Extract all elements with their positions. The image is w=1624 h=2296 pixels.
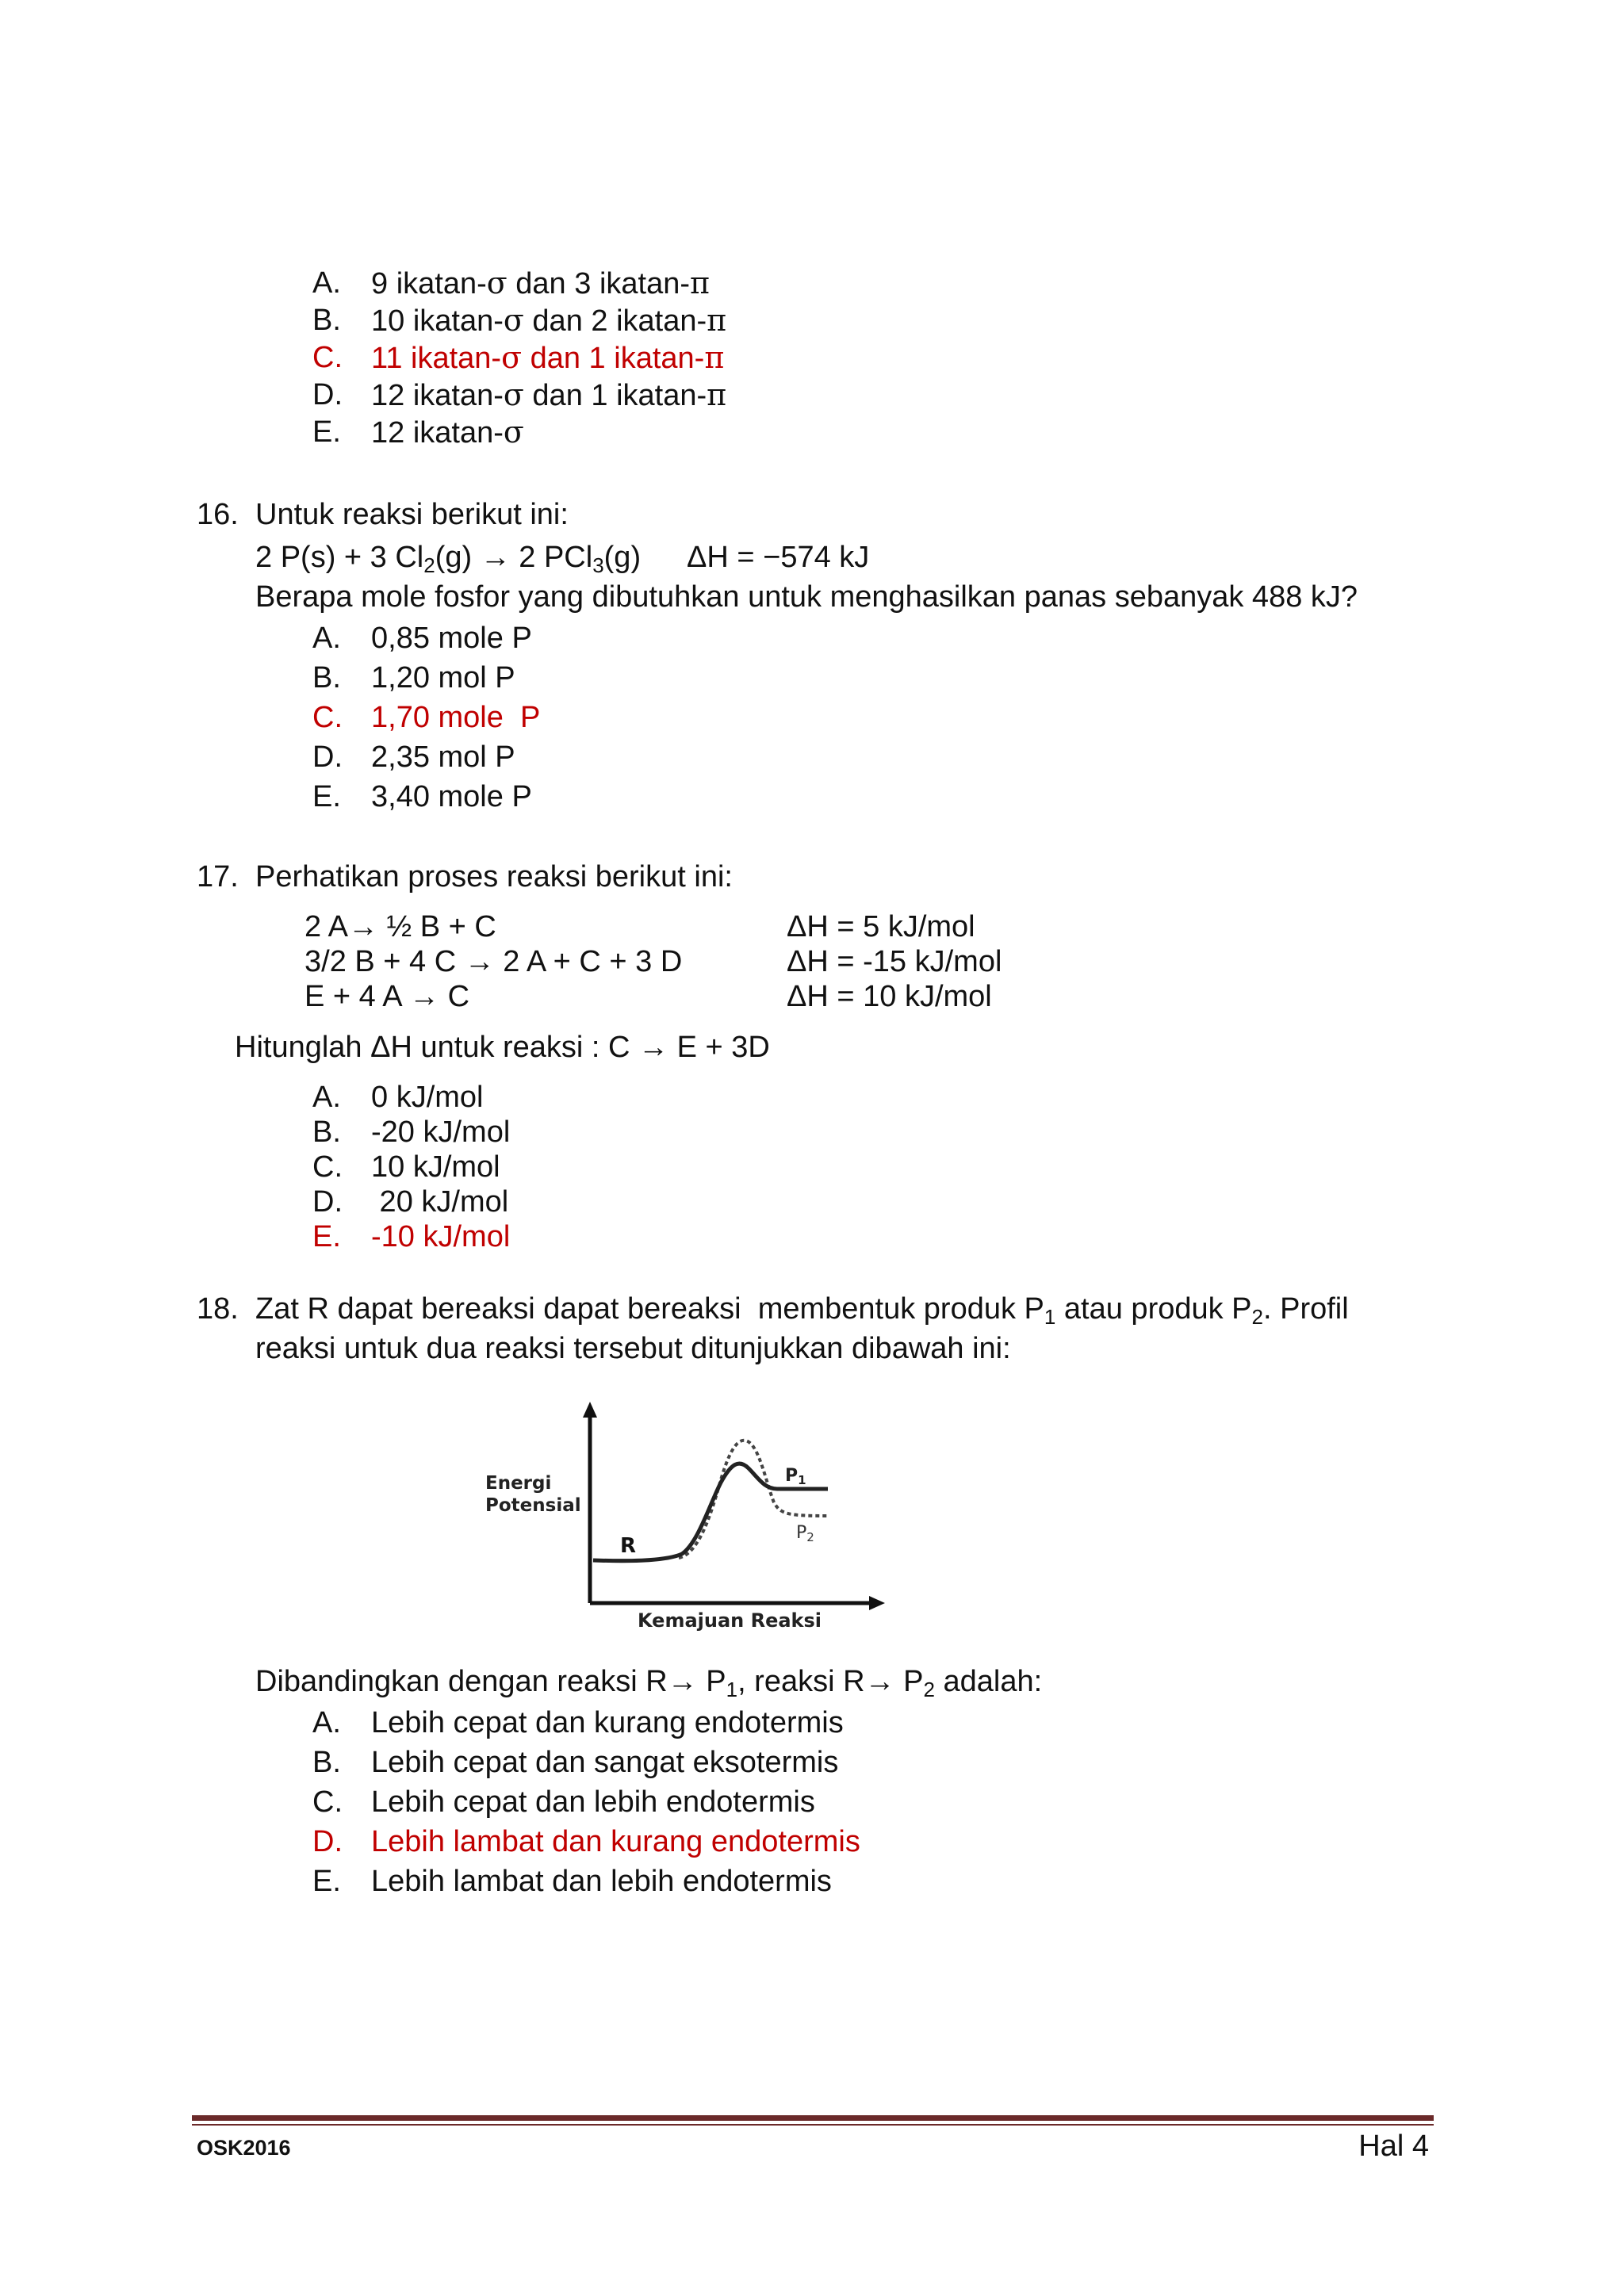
ylabel-potensial: Potensial [485, 1495, 581, 1516]
q15-option-a: A. 9 ikatan-σ dan 3 ikatan-π [312, 266, 710, 300]
q16-option-c: C. 1,70 mole P [312, 701, 541, 734]
q15-options [312, 265, 726, 451]
q16-option-b: B. 1,20 mol P [312, 661, 515, 695]
q18-option-c: C. Lebih cepat dan lebih endotermis [312, 1785, 815, 1819]
q17-reaction-1: 2 A→ ½ B + C [304, 910, 496, 943]
q16-number: 16. [197, 498, 239, 531]
ylabel-energi: Energi [485, 1473, 552, 1494]
q16-question: Berapa mole fosfor yang dibutuhkan untuk menghasilkan panas sebanyak 488 kJ? [255, 580, 1358, 614]
q16-prompt: Untuk reaksi berikut ini: [255, 498, 569, 531]
q17-reaction-3: E + 4 A → C [304, 980, 470, 1013]
q18-option-a: A. Lebih cepat dan kurang endotermis [312, 1706, 844, 1739]
q18-number: 18. [197, 1292, 239, 1326]
q17-question: Hitunglah ΔH untuk reaksi : C → E + 3D [235, 1031, 770, 1064]
q18-line1: Zat R dapat bereaksi dapat bereaksi membentuk produk $P_1$ atau produk $P_2$. Profil [255, 1292, 1349, 1329]
q17-option-d: D. 20 kJ/mol [312, 1185, 509, 1219]
q17-option-a: A. 0 kJ/mol [312, 1081, 484, 1114]
footer-page-number: Hal 4 [1358, 2130, 1429, 2163]
q15-option-d: D. 12 ikatan-σ dan 1 ikatan-π [312, 377, 727, 412]
q18-option-b: B. Lebih cepat dan sangat eksotermis [312, 1746, 839, 1779]
footer-rule [192, 2115, 1434, 2121]
q18-line2: reaksi untuk dua reaksi tersebut ditunjukkan dibawah ini: [255, 1332, 1011, 1365]
q17-options [312, 1080, 510, 1254]
energy-profile-diagram [479, 1395, 923, 1633]
q18-option-e: E. Lebih lambat dan lebih endotermis [312, 1865, 832, 1898]
q17-delta-h-3: ΔH = 10 kJ/mol [787, 980, 992, 1013]
q17-option-c: C. 10 kJ/mol [312, 1150, 500, 1184]
y-axis-arrow [583, 1402, 597, 1418]
q17-option-b: B. -20 kJ/mol [312, 1115, 511, 1149]
q16-equation: 2 P(s) + 3 $Cl_2(g) \to 2$ PCl$_3$(g) [255, 541, 642, 577]
footer-rule-thin [192, 2124, 1434, 2126]
q17-delta-h-2: ΔH = -15 kJ/mol [787, 945, 1002, 978]
q17-option-e: E. -10 kJ/mol [312, 1220, 511, 1253]
q15-option-c: C. 11 ikatan-σ dan 1 ikatan-π [312, 340, 725, 375]
xlabel-kemajuan-reaksi: Kemajuan Reaksi [638, 1609, 822, 1632]
label-p1: P1 [785, 1466, 806, 1487]
q17-delta-h-1: ΔH = 5 kJ/mol [787, 910, 975, 943]
label-r: R [620, 1534, 637, 1558]
q18-options [312, 1703, 860, 1901]
q17-reaction-2: 3/2 B + 4 C → 2 A + C + 3 D [304, 945, 683, 978]
x-axis-arrow [869, 1596, 885, 1610]
label-p2: P2 [796, 1523, 814, 1544]
q16-option-e: E. 3,40 mole P [312, 780, 532, 813]
q18-question: Dibandingkan dengan reaksi $R\to P_1$, reaksi $R\to P_2$ adalah: [255, 1665, 1043, 1701]
q18-option-d: D. Lebih lambat dan kurang endotermis [312, 1825, 860, 1858]
q15-option-b: B. 10 ikatan-σ dan 2 ikatan-π [312, 303, 727, 338]
q15-option-e: E. 12 ikatan-σ [312, 415, 524, 450]
q17-number: 17. [197, 860, 239, 894]
q16-options [312, 618, 540, 817]
q17-prompt: Perhatikan proses reaksi berikut ini: [255, 860, 733, 894]
q16-option-d: D. 2,35 mol P [312, 740, 515, 774]
footer-exam-code: OSK2016 [197, 2136, 291, 2160]
q16-delta-h: ΔH = −574 kJ [687, 541, 870, 574]
q16-option-a: A. 0,85 mole P [312, 622, 532, 655]
